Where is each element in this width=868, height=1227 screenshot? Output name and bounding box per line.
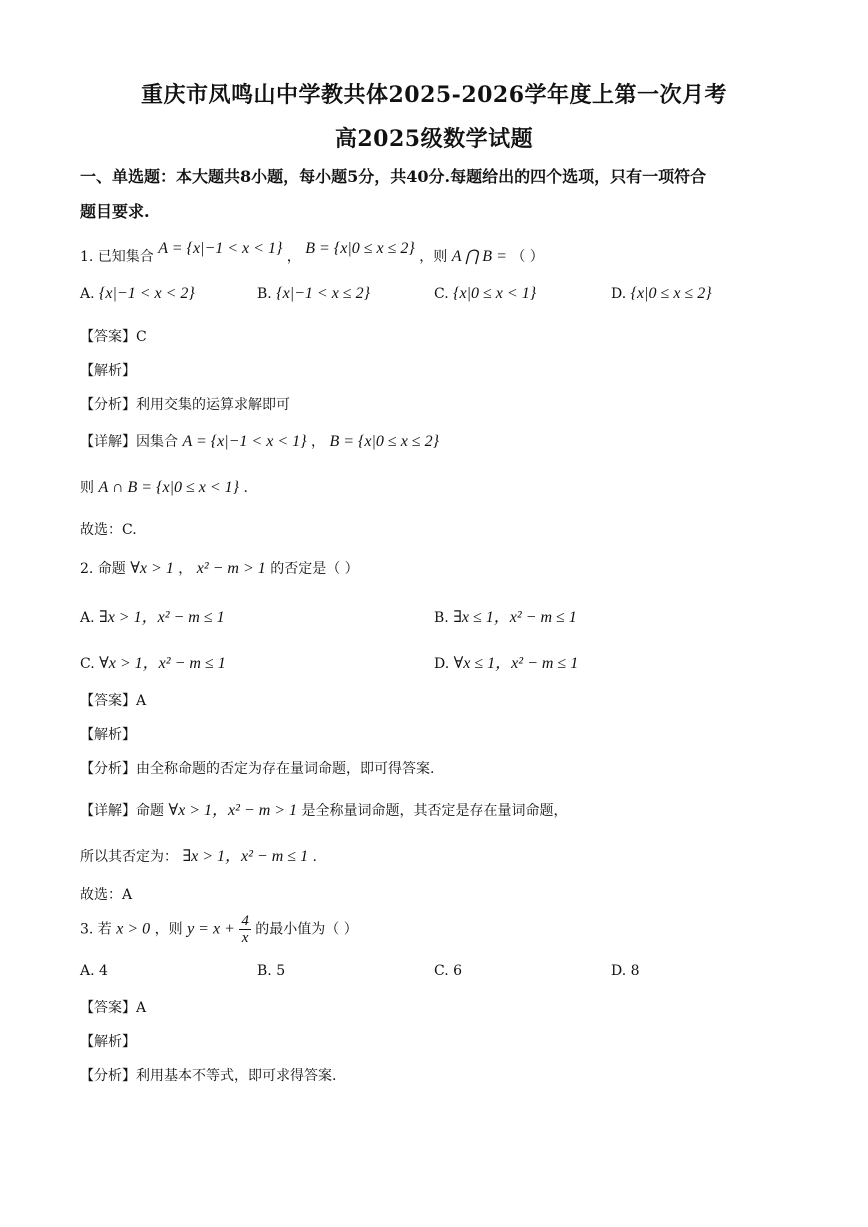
option-label: A. (80, 286, 95, 302)
option-text: {x|−1 < x < 2} (99, 285, 195, 302)
q2-so (80, 843, 317, 866)
q3-fenxi: 【分析】利用基本不等式，即可求得答案. (80, 1068, 337, 1084)
q1-stem-suffix: ，则 (419, 249, 448, 265)
q2-comma: ， (178, 561, 193, 577)
detail-suffix: 是全称量词命题，其否定是存在量词命题， (301, 803, 568, 819)
q3-fraction (239, 913, 251, 946)
q2-jiexi: 【解析】 (80, 727, 136, 743)
q1-fenxi: 【分析】利用交集的运算求解即可 (80, 397, 290, 413)
detail-comma: ， (310, 434, 325, 450)
option-label: B. (434, 610, 449, 626)
q1-stem (80, 240, 544, 266)
q1-set-b: B = {x|0 ≤ x ≤ 2} (305, 240, 415, 257)
q3-cond: x > 0 (116, 920, 151, 938)
q2-choose: 故选：A (80, 887, 133, 903)
fraction-denominator: x (241, 930, 249, 946)
q1-option-d (611, 285, 712, 303)
exam-subtitle: 高2025级数学试题 (334, 126, 534, 152)
detail-math: ∀x > 1，x² − m > 1 (168, 802, 298, 819)
q1-set-a: A = {x|−1 < x < 1} (158, 240, 283, 257)
option-label: A. (80, 610, 95, 626)
detail-prefix: 【详解】因集合 (80, 434, 178, 450)
option-text: ∀x ≤ 1，x² − m ≤ 1 (453, 655, 579, 672)
detail-prefix: 【详解】命题 (80, 803, 164, 819)
option-label: A. (80, 963, 95, 979)
then-math: A ∩ B = {x|0 ≤ x < 1} (98, 479, 240, 496)
option-text: 4 (99, 963, 108, 979)
q3-func: y = x + (187, 920, 235, 938)
q2-answer: 【答案】A (80, 693, 147, 709)
q1-option-a (80, 285, 195, 303)
q2-stem (80, 558, 359, 578)
option-label: C. (434, 286, 449, 302)
fraction-numerator: 4 (241, 913, 249, 929)
q3-stem (80, 913, 358, 946)
q1-detail (80, 431, 439, 451)
detail-set-b: B = {x|0 ≤ x ≤ 2} (329, 433, 439, 450)
q2-option-a (80, 604, 225, 627)
q1-option-c (434, 285, 536, 303)
q2-option-d (434, 650, 578, 673)
q3-jiexi: 【解析】 (80, 1034, 136, 1050)
q3-option-a (80, 963, 108, 979)
q3-option-c (434, 963, 462, 979)
q2-stem-prefix: 2. 命题 (80, 561, 126, 577)
q1-ask: A ⋂ B = (451, 248, 507, 265)
option-text: {x|0 ≤ x ≤ 2} (630, 285, 712, 302)
q3-stem-prefix: 3. 若 (80, 921, 112, 938)
option-text: 5 (276, 963, 286, 979)
q3-stem-mid: ，则 (154, 921, 183, 938)
q1-then (80, 477, 248, 497)
detail-set-a: A = {x|−1 < x < 1} (182, 433, 307, 450)
then-suffix: . (243, 480, 248, 496)
option-text: 6 (453, 963, 463, 979)
q3-answer: 【答案】A (80, 1000, 147, 1016)
option-label: B. (257, 286, 272, 302)
q2-stem-math1: ∀x > 1 (130, 560, 174, 577)
option-label: D. (434, 656, 450, 672)
q1-option-b (257, 285, 370, 303)
q1-comma: ， (286, 249, 301, 265)
q1-jiexi: 【解析】 (80, 363, 136, 379)
q1-choose: 故选：C. (80, 522, 137, 538)
option-text: ∃x ≤ 1，x² − m ≤ 1 (453, 609, 577, 626)
section-heading-line2: 题目要求. (80, 202, 150, 221)
q2-stem-math2: x² − m > 1 (196, 560, 266, 577)
then-prefix: 则 (80, 480, 94, 496)
option-text: ∃x > 1，x² − m ≤ 1 (99, 609, 225, 626)
q3-option-b (257, 963, 285, 979)
option-text: {x|0 ≤ x < 1} (453, 285, 537, 302)
q3-option-d (611, 963, 640, 979)
q2-fenxi: 【分析】由全称命题的否定为存在量词命题，即可得答案. (80, 761, 435, 777)
q3-stem-suffix: 的最小值为（ ） (255, 921, 358, 938)
option-label: B. (257, 963, 272, 979)
q1-stem-prefix: 1. 已知集合 (80, 249, 154, 265)
exam-title: 重庆市凤鸣山中学教共体2025-2026学年度上第一次月考 (140, 82, 728, 108)
option-text: 8 (630, 963, 640, 979)
q2-stem-suffix: 的否定是（ ） (270, 561, 359, 577)
q2-option-b (434, 604, 577, 627)
option-text: {x|−1 < x ≤ 2} (276, 285, 370, 302)
option-label: D. (611, 963, 627, 979)
q1-paren: （ ） (511, 249, 544, 265)
option-label: C. (80, 656, 95, 672)
q2-detail (80, 797, 568, 820)
section-heading-line1: 一、单选题：本大题共8小题，每小题5分，共40分.每题给出的四个选项，只有一项符合 (80, 167, 707, 186)
q2-option-c (80, 650, 226, 673)
option-label: D. (611, 286, 627, 302)
option-text: ∀x > 1，x² − m ≤ 1 (99, 655, 226, 672)
so-math: ∃x > 1，x² − m ≤ 1 (182, 848, 309, 865)
so-suffix: . (312, 849, 317, 865)
so-prefix: 所以其否定为： (80, 849, 178, 865)
q1-answer: 【答案】C (80, 329, 147, 345)
option-label: C. (434, 963, 449, 979)
